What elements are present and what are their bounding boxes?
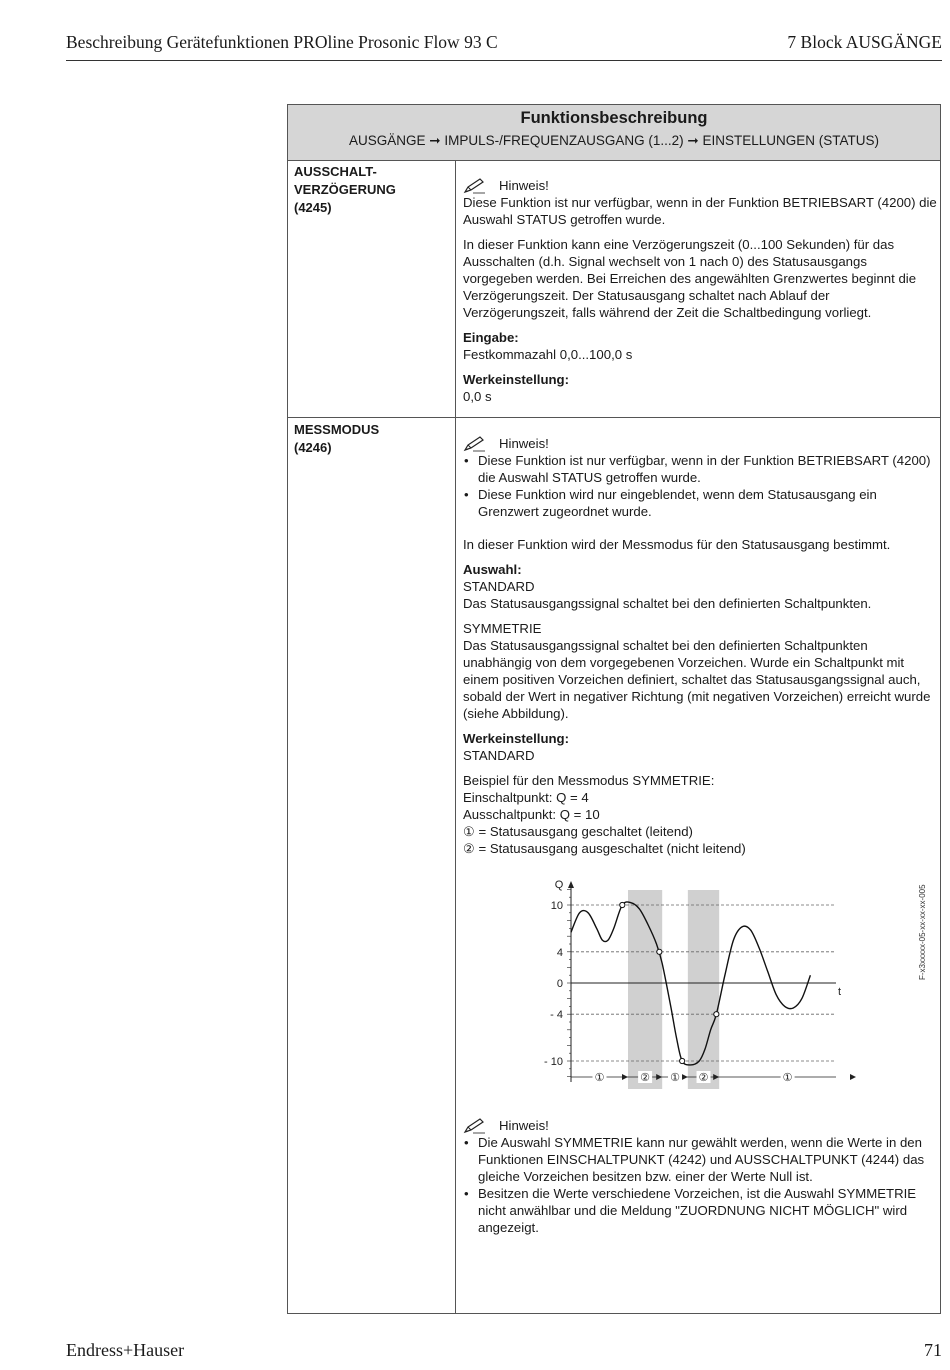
note-heading xyxy=(463,1117,937,1134)
state-label: ② xyxy=(640,1072,651,1084)
symmetrie-chart xyxy=(536,870,856,1095)
function-content-4245 xyxy=(463,177,937,413)
function-label-4246: MESSMODUS (4246) xyxy=(294,422,380,455)
figure-id: F-x3xxxxx-05-xx-xx-xx-005 xyxy=(918,884,927,980)
switch-point-marker xyxy=(680,1058,685,1063)
state-arrow xyxy=(682,1074,688,1080)
state-arrow xyxy=(850,1074,856,1080)
default-label: Werkeinstellung: xyxy=(463,731,570,746)
note-bullet-list xyxy=(463,1134,937,1236)
table-title: Funktionsbeschreibung xyxy=(520,109,708,127)
list-item: • Diese Funktion wird nur eingeblendet, wenn dem Statusausgang ein Grenzwert zugeordnet wurde. xyxy=(478,486,937,520)
state-arrow xyxy=(622,1074,628,1080)
default-value: 0,0 s xyxy=(463,389,492,404)
page-header-title: Beschreibung Gerätefunktionen PROline Prosonic Flow 93 C xyxy=(66,32,498,52)
shaded-interval-2 xyxy=(688,890,719,1089)
description-paragraph: In dieser Funktion kann eine Verzögerungszeit (0...100 Sekunden) für das Ausschalten (d.h. Signal wechselt von 1 nach 0) des Statusausgangs vorgegeben werden. Bei Erreichen des angewählten Grenzwertes beginnt die Verzögerungszeit. Der Statusausgang schaltet nach Ablauf der Verzögerungszeit, falls während der Zeit die Schaltbedingung vorliegt. xyxy=(463,237,917,320)
header-rule xyxy=(66,60,942,61)
note-label: Hinweis! xyxy=(499,178,549,193)
example-line: Ausschaltpunkt: Q = 10 xyxy=(463,807,600,822)
example-line: Beispiel für den Messmodus SYMMETRIE: xyxy=(463,773,715,788)
example-block xyxy=(463,772,937,857)
menu-path: AUSGÄNGE ➞ IMPULS-/FREQUENZAUSGANG (1...2) ➞ EINSTELLUNGEN (STATUS) xyxy=(349,133,879,148)
example-line: ① = Statusausgang geschaltet (leitend) xyxy=(463,824,693,839)
example-line: Einschaltpunkt: Q = 4 xyxy=(463,790,589,805)
note-label: Hinweis! xyxy=(499,436,549,451)
pencil-note-icon xyxy=(463,1118,487,1134)
input-label: Eingabe: xyxy=(463,330,519,345)
option-symmetrie-desc: Das Statusausgangssignal schaltet bei den definierten Schaltpunkten unabhängig von dem vorgegebenen Vorzeichen. Wurde ein Schaltpunkt mit einem positiven Vorzeichen definiert, schaltet das Statusausgangssignal auch, sobald der Wert in negativer Richtung (mit negativen Vorzeichen) erreicht wurde (siehe Abbildung). xyxy=(463,638,931,721)
footer-brand: Endress+Hauser xyxy=(66,1340,185,1360)
pencil-note-icon xyxy=(463,178,487,194)
option-standard-desc: Das Statusausgangssignal schaltet bei den definierten Schaltpunkten. xyxy=(463,596,872,611)
switch-point-marker xyxy=(657,949,662,954)
list-item: • Diese Funktion ist nur verfügbar, wenn in der Funktion BETRIEBSART (4200) die Auswahl STATUS getroffen wurde. xyxy=(478,452,937,486)
state-label: ① xyxy=(782,1072,793,1084)
y-axis-arrow xyxy=(568,881,574,888)
note-heading xyxy=(463,177,937,194)
x-axis-label: t xyxy=(838,986,842,998)
input-value: Festkommazahl 0,0...100,0 s xyxy=(463,347,633,362)
option-standard-name: STANDARD xyxy=(463,579,535,594)
option-symmetrie-name: SYMMETRIE xyxy=(463,621,542,636)
example-line: ② = Statusausgang ausgeschaltet (nicht leitend) xyxy=(463,841,746,856)
list-item: • Die Auswahl SYMMETRIE kann nur gewählt werden, wenn die Werte in den Funktionen EINSCHALTPUNKT (4242) und AUSSCHALTPUNKT (4244) das gleiche Vorzeichen besitzen bzw. einer der Werte Null ist. xyxy=(478,1134,937,1185)
select-label: Auswahl: xyxy=(463,562,522,577)
note-label: Hinweis! xyxy=(499,1118,549,1133)
symmetrie-note xyxy=(463,1117,937,1244)
y-tick-label: - 10 xyxy=(544,1056,563,1068)
function-content-4246 xyxy=(463,435,937,857)
default-value: STANDARD xyxy=(463,748,535,763)
function-table xyxy=(287,104,941,1314)
description-paragraph: In dieser Funktion wird der Messmodus für den Statusausgang bestimmt. xyxy=(463,537,891,552)
page-header-section: 7 Block AUSGÄNGE xyxy=(787,32,942,52)
row-divider xyxy=(288,417,940,418)
list-item: • Besitzen die Werte verschiedene Vorzeichen, ist die Auswahl SYMMETRIE nicht anwählbar und die Meldung "ZUORDNUNG NICHT MÖGLICH" wird angezeigt. xyxy=(478,1185,937,1236)
y-tick-label: 10 xyxy=(550,900,563,912)
y-tick-label: - 4 xyxy=(550,1009,563,1022)
note-text: Diese Funktion ist nur verfügbar, wenn in der Funktion BETRIEBSART (4200) die Auswahl STATUS getroffen wurde. xyxy=(463,195,937,227)
page-number: 71 xyxy=(924,1340,942,1360)
note-bullet-list xyxy=(463,452,937,520)
state-label: ① xyxy=(594,1072,605,1084)
function-label-4245: AUSSCHALT- VERZÖGERUNG (4245) xyxy=(294,164,396,215)
pencil-note-icon xyxy=(463,436,487,452)
note-heading xyxy=(463,435,937,452)
column-divider xyxy=(455,160,456,1313)
table-header xyxy=(288,105,940,161)
y-axis-label: Q xyxy=(554,879,564,891)
state-label: ② xyxy=(698,1072,709,1084)
y-tick-label: 0 xyxy=(556,978,563,990)
y-tick-label: 4 xyxy=(556,946,563,959)
switch-point-marker xyxy=(620,902,625,907)
default-label: Werkeinstellung: xyxy=(463,372,570,387)
state-label: ① xyxy=(670,1072,680,1084)
switch-point-marker xyxy=(714,1012,719,1017)
